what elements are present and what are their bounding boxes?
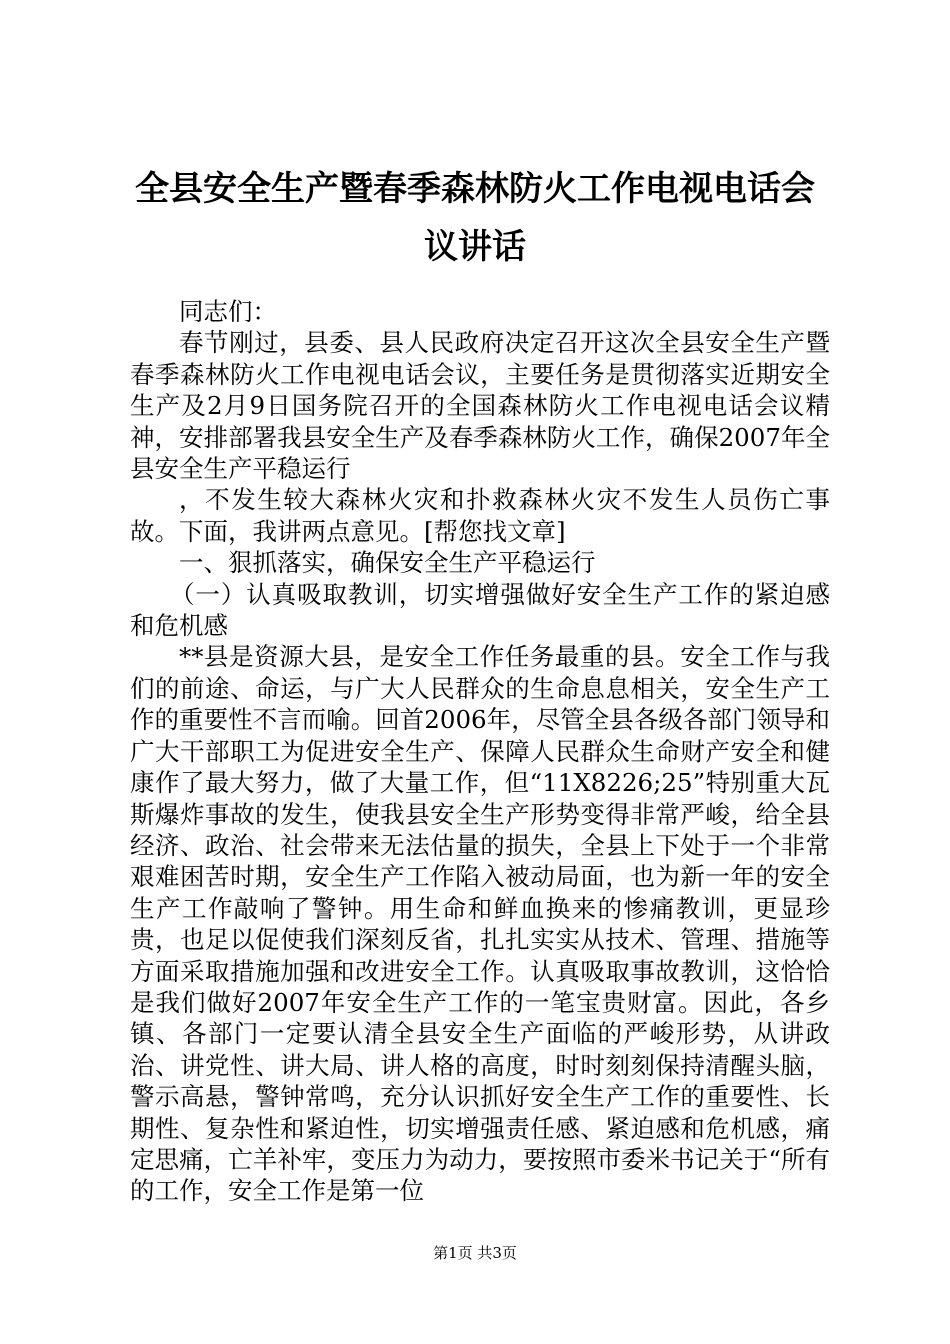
paragraph: **县是资源大县，是安全工作任务最重的县。安全工作与我们的前途、命运，与广大人民群众的生命息息相关，安全生产工作的重要性不言而喻。回首2006年，尽管全县各级各部门领导和广大干部职工为促进安全生产、保障人民群众生命财产安全和健康作了最大努力，做了大量工作，但“11X8226;25”特别重大瓦斯爆炸事故的发生，使我县安全生产形势变得非常严峻，给全县经济、政治、社会带来无法估量的损失，全县上下处于一个非常艰难困苦时期，安全生产工作陷入被动局面，也为新一年的安全生产工作敲响了警钟。用生命和鲜血换来的惨痛教训，更显珍贵，也足以促使我们深刻反省，扎扎实实从技术、管理、措施等方面采取措施加强和改进安全工作。认真吸取事故教训，这恰恰是我们做好2007年安全生产工作的一笔宝贵财富。因此，各乡镇、各部门一定要认清全县安全生产面临的严峻形势，从讲政治、讲党性、讲大局、讲人格的高度，时时刻刻保持清醒头脑，警示高悬，警钟常鸣，充分认识抓好安全生产工作的重要性、长期性、复杂性和紧迫性，切实增强责任感、紧迫感和危机感，痛定思痛，亡羊补牢，变压力为动力，要按照市委米书记关于“所有的工作，安全工作是第一位 [130, 642, 830, 1206]
page-number: 第1页 共3页 [433, 1244, 517, 1262]
document-body [130, 296, 830, 1207]
section-heading: 一、狠抓落实，确保安全生产平稳运行 [179, 548, 596, 578]
subsection-heading: （一）认真吸取教训，切实增强做好安全生产工作的紧迫感和危机感 [130, 579, 830, 641]
paragraph-salutation: 同志们： [179, 297, 277, 326]
document-title: 全县安全生产暨春季森林防火工作电视电话会议讲话 [135, 169, 815, 267]
paragraph: ，不发生较大森林火灾和扑救森林火灾不发生人员伤亡事故。下面，我讲两点意见。[帮您找文章] [130, 485, 830, 546]
paragraph: 春节刚过，县委、县人民政府决定召开这次全县安全生产暨春季森林防火工作电视电话会议，主要任务是贯彻落实近期安全生产及2月9日国务院召开的全国森林防火工作电视电话会议精神，安排部署我县安全生产及春季森林防火工作，确保2007年全县安全生产平稳运行 [130, 328, 830, 484]
